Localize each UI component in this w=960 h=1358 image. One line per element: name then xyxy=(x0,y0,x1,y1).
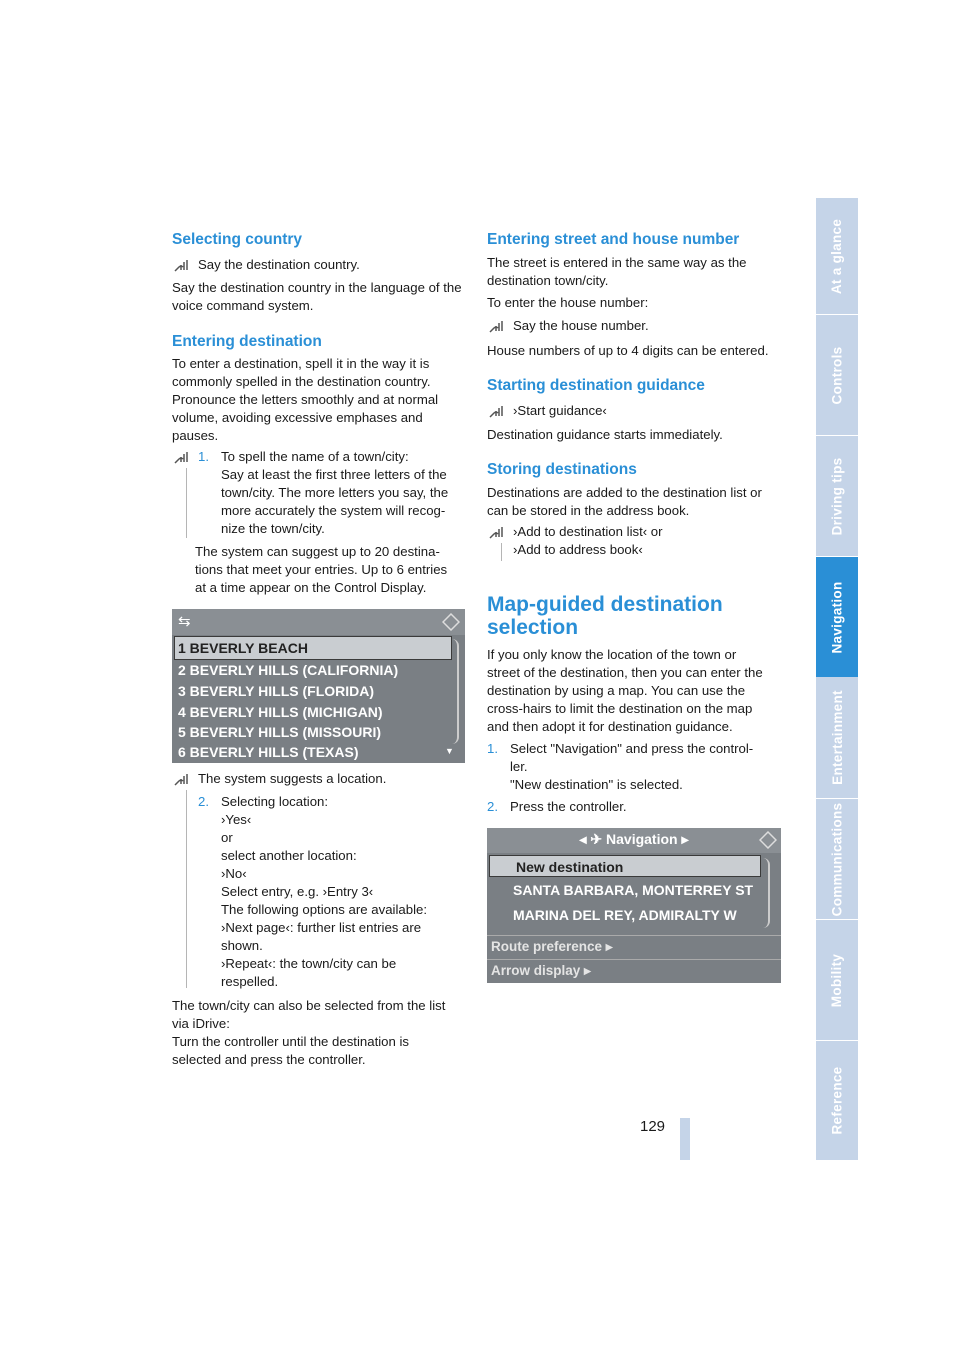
list-item[interactable]: 2 BEVERLY HILLS (CALIFORNIA) xyxy=(178,662,399,678)
line: ›No‹ xyxy=(221,866,247,881)
tab-reference[interactable] xyxy=(816,1041,858,1160)
back-icon[interactable]: ⇆ xyxy=(178,613,191,630)
heading-line: selection xyxy=(487,616,579,639)
list-item-selected[interactable]: 1 BEVERLY BEACH xyxy=(174,636,452,660)
heading-starting-guidance: Starting destination guidance xyxy=(487,377,705,394)
line: The street is entered in the same way as the xyxy=(487,255,747,270)
line: volume, avoiding excessive emphases and xyxy=(172,410,423,425)
paragraph xyxy=(487,254,747,290)
line: Select entry, e.g. ›Entry 3‹ xyxy=(221,884,374,899)
tab-label: Communications xyxy=(829,802,845,916)
page-marker xyxy=(680,1118,690,1160)
voice-text: Say the destination country. xyxy=(198,257,360,272)
tab-navigation[interactable] xyxy=(816,557,858,677)
menu-item-new-destination[interactable]: New destination xyxy=(489,855,761,877)
heading-entering-street: Entering street and house number xyxy=(487,231,740,248)
scrollbar[interactable] xyxy=(763,858,770,928)
heading-line: Map-guided destination xyxy=(487,593,723,616)
line: Selecting location: xyxy=(221,794,329,809)
line: Destinations are added to the destination list or xyxy=(487,485,762,500)
paragraph xyxy=(195,543,447,597)
tab-label: Mobility xyxy=(829,953,845,1007)
line: pauses. xyxy=(172,428,219,443)
voice-bar xyxy=(186,468,187,538)
paragraph xyxy=(172,355,438,445)
tab-label: Entertainment xyxy=(829,690,845,785)
heading-entering-destination: Entering destination xyxy=(172,333,322,350)
list-item[interactable]: MARINA DEL REY, ADMIRALTY W xyxy=(513,907,737,923)
voice-text: ›Add to destination list‹ or xyxy=(513,524,663,539)
paragraph xyxy=(487,484,762,520)
line: cross-hairs to limit the destination on the map xyxy=(487,701,753,716)
tab-communications[interactable] xyxy=(816,799,858,920)
paragraph: Destination guidance starts immediately. xyxy=(487,427,723,442)
scroll-down-icon[interactable]: ▼ xyxy=(445,746,454,756)
line: If you only know the location of the town or xyxy=(487,647,737,662)
voice-block xyxy=(487,402,787,422)
list-item[interactable]: SANTA BARBARA, MONTERREY ST xyxy=(513,882,754,898)
line: shown. xyxy=(221,938,263,953)
menu-item-arrow-display[interactable]: Arrow display ▸ xyxy=(491,963,591,978)
voice-command-icon xyxy=(487,525,504,541)
voice-bar xyxy=(501,543,502,561)
tab-mobility[interactable] xyxy=(816,920,858,1041)
paragraph: To enter the house number: xyxy=(487,295,649,310)
voice-text: ›Add to address book‹ xyxy=(513,542,643,557)
voice-text: The system suggests a location. xyxy=(198,771,387,786)
step-number: 2. xyxy=(198,794,209,809)
voice-command-icon xyxy=(487,404,504,420)
list-item[interactable]: 6 BEVERLY HILLS (TEXAS) xyxy=(178,744,359,760)
tab-label: Navigation xyxy=(829,580,845,654)
list-item[interactable]: 5 BEVERLY HILLS (MISSOURI) xyxy=(178,724,382,740)
line: "New destination" is selected. xyxy=(510,777,683,792)
tab-label: At a glance xyxy=(829,218,845,294)
tab-label: Reference xyxy=(829,1066,845,1135)
line: or xyxy=(221,830,233,845)
voice-text: Say the house number. xyxy=(513,318,649,333)
voice-text: ›Start guidance‹ xyxy=(513,403,607,418)
step-number: 2. xyxy=(487,799,498,814)
tab-label: Controls xyxy=(829,346,845,404)
tab-driving-tips[interactable] xyxy=(816,436,858,557)
line: can be stored in the address book. xyxy=(487,503,690,518)
heading-selecting-country: Selecting country xyxy=(172,231,303,248)
line: destination by using a map. You can use the xyxy=(487,683,746,698)
voice-block xyxy=(172,256,462,276)
voice-command-icon xyxy=(487,319,504,335)
scrollbar[interactable] xyxy=(452,639,459,744)
line: tions that meet your entries. Up to 6 entries xyxy=(195,562,448,577)
line: respelled. xyxy=(221,974,279,989)
line: To spell the name of a town/city: xyxy=(221,449,409,464)
line: Select "Navigation" and press the control- xyxy=(510,741,754,756)
divider xyxy=(487,935,781,936)
control-display-navigation xyxy=(487,828,781,983)
line: street of the destination, then you can enter the xyxy=(487,665,763,680)
menu-item-route-preference[interactable]: Route preference ▸ xyxy=(491,939,613,954)
tab-entertainment[interactable] xyxy=(816,677,858,799)
paragraph xyxy=(487,646,763,736)
step-number: 1. xyxy=(198,449,209,464)
line: selected and press the controller. xyxy=(172,1052,366,1067)
line: at a time appear on the Control Display. xyxy=(195,580,427,595)
voice-command-icon xyxy=(172,450,189,466)
line: and then adopt it for destination guidance. xyxy=(487,719,733,734)
line: commonly spelled in the destination country. xyxy=(172,374,431,389)
voice-command-icon xyxy=(172,258,189,274)
line: The system can suggest up to 20 destina- xyxy=(195,544,440,559)
step-text: Press the controller. xyxy=(510,799,627,814)
line: town/city. The more letters you say, the xyxy=(221,485,449,500)
line: The town/city can also be selected from the list xyxy=(172,998,446,1013)
voice-block xyxy=(172,448,467,538)
line: Pronounce the letters smoothly and at normal xyxy=(172,392,439,407)
line: The following options are available: xyxy=(221,902,427,917)
paragraph xyxy=(172,997,445,1069)
voice-block xyxy=(487,317,787,337)
list-item[interactable]: 3 BEVERLY HILLS (FLORIDA) xyxy=(178,683,375,699)
line: Say at least the first three letters of the xyxy=(221,467,447,482)
line: via iDrive: xyxy=(172,1016,230,1031)
line: Turn the controller until the destination is xyxy=(172,1034,410,1049)
heading-map-guided xyxy=(487,593,723,639)
line: destination town/city. xyxy=(487,273,609,288)
voice-bar xyxy=(186,790,187,988)
line: more accurately the system will recog- xyxy=(221,503,446,518)
line: ›Next page‹: further list entries are xyxy=(221,920,422,935)
screen-title: ◂ ✈ Navigation ▸ xyxy=(579,831,689,847)
screen-header xyxy=(172,609,465,635)
list-item[interactable]: 4 BEVERLY HILLS (MICHIGAN) xyxy=(178,704,383,720)
line: ›Yes‹ xyxy=(221,812,252,827)
page-number: 129 xyxy=(640,1118,666,1135)
divider xyxy=(487,959,781,960)
voice-command-icon xyxy=(172,772,189,788)
line: ›Repeat‹: the town/city can be xyxy=(221,956,397,971)
voice-block xyxy=(172,770,467,988)
voice-block xyxy=(487,523,787,561)
line: ler. xyxy=(510,759,528,774)
step-number: 1. xyxy=(487,741,498,756)
line: nize the town/city. xyxy=(221,521,325,536)
paragraph: Say the destination country in the language of the voice command system. xyxy=(172,280,462,313)
controller-icon xyxy=(442,613,460,631)
heading-storing-destinations: Storing destinations xyxy=(487,461,637,478)
tab-label: Driving tips xyxy=(829,457,845,535)
tab-controls[interactable] xyxy=(816,315,858,436)
line: select another location: xyxy=(221,848,357,863)
controller-icon xyxy=(759,831,777,849)
tab-at-a-glance[interactable] xyxy=(816,198,858,315)
control-display-list xyxy=(172,609,465,763)
step-text xyxy=(510,740,753,794)
paragraph: House numbers of up to 4 digits can be entered. xyxy=(487,343,769,358)
line: To enter a destination, spell it in the way it is xyxy=(172,356,430,371)
